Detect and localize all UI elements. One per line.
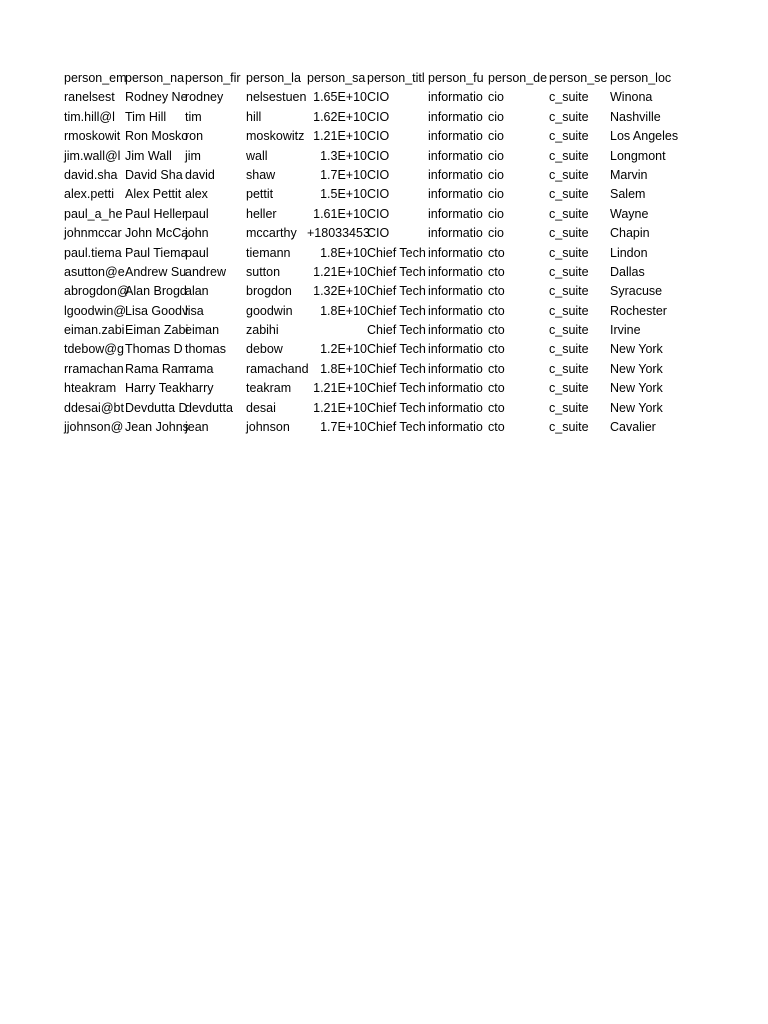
spreadsheet-table	[64, 69, 679, 437]
table-cell: c_suite	[549, 245, 589, 260]
table-cell: c_suite	[549, 323, 589, 338]
table-cell: david.sha	[64, 167, 118, 182]
table-cell: +18033453	[307, 226, 370, 241]
table-cell: 1.21E+10	[313, 129, 367, 144]
table-cell: 1.5E+10	[320, 187, 367, 202]
table-cell: debow	[246, 342, 283, 357]
table-row	[64, 205, 672, 224]
table-cell: Chief Tech	[367, 400, 426, 415]
table-cell: devdutta	[185, 400, 233, 415]
table-cell: informatio	[428, 109, 483, 124]
table-cell: cto	[488, 381, 505, 396]
table-cell: Rama Ram	[125, 361, 189, 376]
table-cell: cto	[488, 264, 505, 279]
table-cell: david	[185, 167, 215, 182]
table-cell: informatio	[428, 381, 483, 396]
table-cell: Dallas	[610, 264, 645, 279]
table-cell: informatio	[428, 90, 483, 105]
table-cell: Chief Tech	[367, 264, 426, 279]
table-cell: pettit	[246, 187, 274, 202]
table-cell: informatio	[428, 206, 483, 221]
table-cell: jjohnson@	[64, 420, 124, 435]
table-cell: Chief Tech	[367, 381, 426, 396]
table-cell: Chief Tech	[367, 245, 426, 260]
table-cell: moskowitz	[246, 129, 305, 144]
table-cell: johnmccar	[64, 226, 122, 241]
table-cell: Alex Pettit	[125, 187, 182, 202]
table-cell: cto	[488, 342, 505, 357]
header-cell: person_fir	[185, 71, 241, 85]
table-cell: ron	[185, 129, 204, 144]
table-row	[64, 302, 672, 321]
table-cell: 1.8E+10	[320, 361, 367, 376]
table-cell: c_suite	[549, 420, 589, 435]
table-cell: c_suite	[549, 90, 589, 105]
table-cell: informatio	[428, 226, 483, 241]
table-cell: cto	[488, 400, 505, 415]
table-cell: Ron Mosko	[125, 129, 189, 144]
table-cell: cio	[488, 109, 504, 124]
table-cell: 1.32E+10	[313, 284, 367, 299]
table-cell: Rodney Ne	[125, 90, 188, 105]
table-cell: CIO	[367, 129, 390, 144]
table-row	[64, 321, 672, 340]
table-cell: c_suite	[549, 264, 589, 279]
table-cell: Nashville	[610, 109, 661, 124]
table-cell: informatio	[428, 284, 483, 299]
table-cell: Chief Tech	[367, 303, 426, 318]
table-cell: Chief Tech	[367, 284, 426, 299]
table-cell: Irvine	[610, 323, 641, 338]
table-cell: Chief Tech	[367, 323, 426, 338]
table-cell: CIO	[367, 167, 390, 182]
table-cell: David Sha	[125, 167, 183, 182]
table-cell: hteakram	[64, 381, 117, 396]
table-cell: informatio	[428, 148, 483, 163]
table-cell: New York	[610, 361, 663, 376]
table-cell: rmoskowit	[64, 129, 121, 144]
table-cell: tiemann	[246, 245, 291, 260]
table-cell: Winona	[610, 90, 653, 105]
table-cell: Longmont	[610, 148, 666, 163]
table-cell: 1.61E+10	[313, 206, 367, 221]
table-cell: 1.2E+10	[320, 342, 367, 357]
table-cell: ramachand	[246, 361, 309, 376]
table-cell: ranelsest	[64, 90, 115, 105]
table-cell: alan	[185, 284, 209, 299]
table-cell: Alan Brogd	[125, 284, 187, 299]
table-cell: alex	[185, 187, 208, 202]
header-cell: person_loc	[610, 71, 672, 85]
table-body	[64, 88, 679, 437]
table-cell: nelsestuen	[246, 90, 307, 105]
table-cell: c_suite	[549, 303, 589, 318]
table-cell: Tim Hill	[125, 109, 167, 124]
table-cell: c_suite	[549, 129, 589, 144]
table-cell: CIO	[367, 109, 390, 124]
header-cell: person_sa	[307, 71, 366, 85]
table-cell: shaw	[246, 167, 276, 182]
table-cell: zabihi	[246, 323, 279, 338]
table-cell: Lindon	[610, 245, 648, 260]
table-cell: cio	[488, 148, 504, 163]
table-row	[64, 224, 672, 243]
table-row	[64, 147, 672, 166]
table-cell: cto	[488, 245, 505, 260]
table-cell: goodwin	[246, 303, 293, 318]
table-cell: Syracuse	[610, 284, 663, 299]
table-cell: informatio	[428, 342, 483, 357]
table-cell: Paul Tiema	[125, 245, 188, 260]
table-cell: c_suite	[549, 187, 589, 202]
table-row	[64, 108, 672, 127]
table-row	[64, 88, 672, 107]
table-cell: New York	[610, 342, 663, 357]
table-cell: 1.7E+10	[320, 167, 367, 182]
header-cell: person_titl	[367, 71, 425, 85]
table-cell: CIO	[367, 226, 390, 241]
table-cell: asutton@e	[64, 264, 125, 279]
table-cell: informatio	[428, 323, 483, 338]
table-cell: Chief Tech	[367, 420, 426, 435]
table-cell: Salem	[610, 187, 646, 202]
table-cell: brogdon	[246, 284, 292, 299]
table-cell: New York	[610, 381, 663, 396]
table-cell: cio	[488, 206, 504, 221]
table-cell: cio	[488, 167, 504, 182]
table-cell: Jim Wall	[125, 148, 172, 163]
header-cell: person_se	[549, 71, 608, 85]
table-cell: 1.65E+10	[313, 90, 367, 105]
table-cell: Thomas D	[125, 342, 183, 357]
table-cell: rramachan	[64, 361, 124, 376]
table-cell: cto	[488, 303, 505, 318]
table-cell: desai	[246, 400, 276, 415]
table-row	[64, 360, 672, 379]
table-cell: Jean Johns	[125, 420, 189, 435]
table-row	[64, 282, 672, 301]
table-cell: ddesai@bt	[64, 400, 124, 415]
table-cell: eiman	[185, 323, 220, 338]
table-cell: c_suite	[549, 284, 589, 299]
table-cell: jean	[185, 420, 209, 435]
table-cell: rodney	[185, 90, 224, 105]
table-row	[64, 244, 672, 263]
table-cell: heller	[246, 206, 277, 221]
table-cell: cio	[488, 129, 504, 144]
table-cell: c_suite	[549, 148, 589, 163]
table-cell: tim	[185, 109, 202, 124]
header-cell: person_la	[246, 71, 301, 85]
table-cell: Harry Teak	[125, 381, 186, 396]
table-cell: John McCa	[125, 226, 189, 241]
table-cell: 1.3E+10	[320, 148, 367, 163]
table-cell: Chief Tech	[367, 361, 426, 376]
table-cell: Chapin	[610, 226, 650, 241]
table-cell: Rochester	[610, 303, 667, 318]
table-cell: CIO	[367, 187, 390, 202]
table-cell: 1.21E+10	[313, 264, 367, 279]
table-cell: c_suite	[549, 361, 589, 376]
table-cell: c_suite	[549, 342, 589, 357]
table-row	[64, 166, 672, 185]
table-cell: Los Angeles	[610, 129, 679, 144]
header-row	[64, 69, 672, 88]
table-cell: informatio	[428, 303, 483, 318]
table-cell: informatio	[428, 264, 483, 279]
table-cell: informatio	[428, 167, 483, 182]
table-cell: lgoodwin@	[64, 303, 127, 318]
table-cell: informatio	[428, 187, 483, 202]
table-cell: c_suite	[549, 381, 589, 396]
table-cell: c_suite	[549, 167, 589, 182]
table-cell: Paul Heller	[125, 206, 187, 221]
table-cell: Chief Tech	[367, 342, 426, 357]
table-cell: johnson	[246, 420, 290, 435]
table-cell: CIO	[367, 206, 390, 221]
table-cell: jim	[185, 148, 201, 163]
table-cell: harry	[185, 381, 214, 396]
table-cell: paul	[185, 206, 209, 221]
table-cell: c_suite	[549, 109, 589, 124]
table-cell: informatio	[428, 245, 483, 260]
table-cell: cio	[488, 90, 504, 105]
table-cell: rama	[185, 361, 214, 376]
table-cell: lisa	[185, 303, 204, 318]
table-cell: thomas	[185, 342, 226, 357]
table-cell: alex.petti	[64, 187, 115, 202]
table-cell: 1.21E+10	[313, 400, 367, 415]
table-cell: cio	[488, 187, 504, 202]
table-cell: New York	[610, 400, 663, 415]
table-cell: paul_a_he	[64, 206, 123, 221]
table-cell: tdebow@g	[64, 342, 124, 357]
table-cell: cto	[488, 420, 505, 435]
table-cell: tim.hill@l	[64, 109, 115, 124]
table-cell: c_suite	[549, 226, 589, 241]
table-cell: CIO	[367, 148, 390, 163]
table-cell: informatio	[428, 400, 483, 415]
table-cell: Wayne	[610, 206, 649, 221]
table-cell: informatio	[428, 420, 483, 435]
table-cell: CIO	[367, 90, 390, 105]
table-cell: 1.62E+10	[313, 109, 367, 124]
table-cell: Andrew Su	[125, 264, 187, 279]
table-cell: mccarthy	[246, 226, 297, 241]
table-cell: cio	[488, 226, 504, 241]
table-cell: c_suite	[549, 206, 589, 221]
table-cell: paul.tiema	[64, 245, 122, 260]
table-cell: teakram	[246, 381, 292, 396]
table-cell: hill	[246, 109, 262, 124]
table-cell: Eiman Zabi	[125, 323, 189, 338]
table-cell: abrogdon@	[64, 284, 130, 299]
table-cell: cto	[488, 323, 505, 338]
table-row	[64, 379, 672, 398]
table-row	[64, 185, 672, 204]
header-cell: person_de	[488, 71, 548, 85]
header-cell: person_em	[64, 71, 127, 85]
table-cell: sutton	[246, 264, 281, 279]
table-cell: jim.wall@l	[64, 148, 121, 163]
table-cell: Lisa Goodv	[125, 303, 189, 318]
table-cell: andrew	[185, 264, 226, 279]
table-cell: 1.8E+10	[320, 303, 367, 318]
header-cell: person_fu	[428, 71, 484, 85]
table-cell: c_suite	[549, 400, 589, 415]
table-row	[64, 263, 672, 282]
table-cell: 1.21E+10	[313, 381, 367, 396]
table-cell: cto	[488, 361, 505, 376]
table-cell: Marvin	[610, 167, 648, 182]
table-cell: Devdutta D	[125, 400, 188, 415]
table-cell: informatio	[428, 361, 483, 376]
table-cell: cto	[488, 284, 505, 299]
table-row	[64, 340, 672, 359]
table-cell: eiman.zabi	[64, 323, 125, 338]
table-cell: paul	[185, 245, 209, 260]
table-cell: 1.7E+10	[320, 420, 367, 435]
table-cell: 1.8E+10	[320, 245, 367, 260]
header-cell: person_na	[125, 71, 185, 85]
table-cell: Cavalier	[610, 420, 656, 435]
table-cell: john	[185, 226, 209, 241]
table-row	[64, 418, 672, 437]
table-cell: informatio	[428, 129, 483, 144]
table-cell: wall	[246, 148, 268, 163]
table-row	[64, 399, 672, 418]
table-row	[64, 127, 679, 146]
